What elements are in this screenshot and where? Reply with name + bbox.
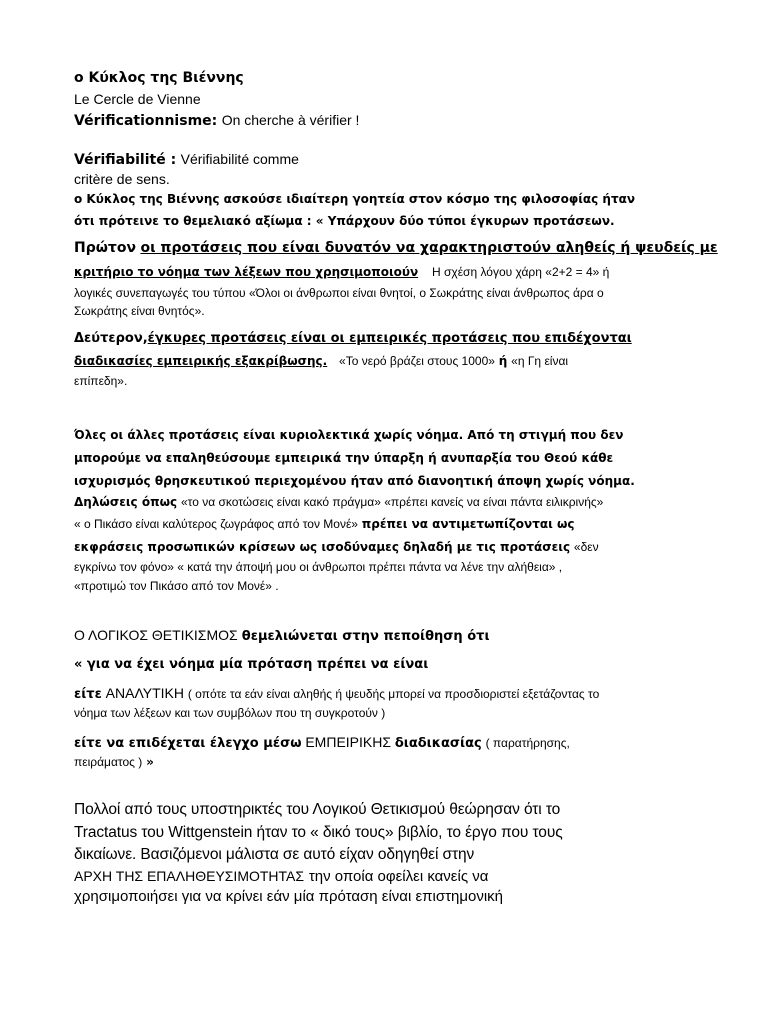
- declarations-example-4: εγκρίνω τον φόνο» « κατά την άποψή μου οι άνθρωποι πρέπει πάντα να λένε την αλήθεια» ,: [74, 560, 563, 574]
- either-empirical-close: »: [146, 755, 154, 769]
- either-analytic-text: ( οπότε τα εάν είναι αληθής ή ψευδής μπορεί να προσδιοριστεί εξετάζοντας το: [187, 687, 600, 701]
- positivism-quote: « για να έχει νόημα μία πρόταση πρέπει να είναι: [74, 657, 429, 672]
- second-underlined-1: έγκυρες προτάσεις είναι οι εμπειρικές προτάσεις που επιδέχονται: [147, 331, 632, 346]
- others-line-3: ισχυρισμός θρησκευτικού περιεχομένου ήταν από διανοητική άποψη χωρίς νόημα.: [74, 474, 635, 488]
- either-empirical-text: ( παρατήρησης,: [485, 736, 570, 750]
- positivism-heading: Ο ΛΟΓΙΚΟΣ ΘΕΤΙΚΙΣΜΟΣ: [74, 627, 238, 643]
- first-underlined-2: κριτήριο το νόημα των λέξεων που χρησιμοποιούν: [74, 265, 419, 279]
- either-empirical-line: [74, 734, 570, 751]
- declarations-example-5: «προτιμώ τον Πικάσο από τον Μονέ» .: [74, 579, 279, 593]
- others-line-1: Όλες οι άλλες προτάσεις είναι κυριολεκτικά χωρίς νόημα. Από τη στιγμή που δεν: [74, 428, 624, 442]
- second-line-2: [74, 354, 568, 368]
- second-or: ή: [498, 354, 508, 368]
- first-lead: Πρώτον: [74, 240, 136, 256]
- declarations-line-1: [74, 495, 603, 509]
- either-empirical-text-2: πειράματος ): [74, 755, 143, 769]
- first-example-3: Σωκράτης είναι θνητός».: [74, 304, 205, 318]
- intro-line-1: ο Κύκλος της Βιέννης ασκούσε ιδιαίτερη γοητεία στον κόσμο της φιλοσοφίας ήταν: [74, 192, 636, 206]
- first-line-1: [74, 240, 718, 256]
- either-empirical-key: ΕΜΠΕΙΡΙΚΗΣ: [305, 734, 391, 750]
- either-analytic-lead: είτε: [74, 687, 102, 702]
- second-lead: Δεύτερον,: [74, 331, 148, 346]
- first-line-2: [74, 265, 609, 279]
- tractatus-line-2: Tractatus του Wittgenstein ήταν το « δικό τους» βιβλίο, το έργο που τους: [74, 824, 563, 841]
- tractatus-line-1: Πολλοί από τους υποστηρικτές του Λογικού Θετικισμού θεώρησαν ότι το: [74, 801, 561, 818]
- second-underlined-2: διαδικασίες εμπειρικής εξακρίβωσης.: [74, 354, 328, 368]
- tractatus-line-4-rest: την οποία οφείλει κανείς να: [308, 868, 489, 885]
- declarations-line-3: [74, 540, 599, 554]
- declarations-bold-1: πρέπει να αντιμετωπίζονται ως: [361, 517, 575, 531]
- first-example-1: Η σχέση λόγου χάρη «2+2 = 4» ή: [431, 265, 610, 279]
- doc-subtitle: Le Cercle de Vienne: [74, 91, 201, 107]
- verifiability-label: Vérifiabilité :: [74, 152, 177, 168]
- verificationism-line: [74, 112, 359, 129]
- verifiability-line: [74, 151, 299, 168]
- either-analytic-line: [74, 685, 599, 702]
- verifiability-principle: ΑΡΧΗ ΤΗΣ ΕΠΑΛΗΘΕΥΣΙΜΟΤΗΤΑΣ: [74, 868, 305, 884]
- verificationism-label: Vérificationnisme:: [74, 113, 218, 129]
- verifiability-text-2: critère de sens.: [74, 171, 170, 187]
- others-line-2: μπορούμε να επαληθεύσουμε εμπειρικά την ύπαρξη ή ανυπαρξία του Θεού κάθε: [74, 451, 614, 465]
- declarations-example-1: «το να σκοτώσεις είναι κακό πράγμα» «πρέπει κανείς να είναι πάντα ειλικρινής»: [180, 495, 604, 509]
- declarations-bold-2: εκφράσεις προσωπικών κρίσεων ως ισοδύναμες δηλαδή με τις προτάσεις: [74, 540, 571, 554]
- declarations-example-3: «δεν: [573, 540, 599, 554]
- tractatus-line-4: [74, 867, 488, 885]
- first-example-2: λογικές συνεπαγωγές του τύπου «Όλοι οι άνθρωποι είναι θνητοί, ο Σωκράτης είναι άνθρωπος άρα ο: [74, 286, 604, 300]
- declarations-example-2: « ο Πικάσο είναι καλύτερος ζωγράφος από τον Μονέ»: [74, 517, 358, 531]
- intro-line-2: ότι πρότεινε το θεμελιακό αξίωμα : « Υπάρχουν δύο τύποι έγκυρων προτάσεων.: [74, 214, 615, 228]
- first-underlined-1: οι προτάσεις που είναι δυνατόν να χαρακτηριστούν αληθείς ή ψευδείς με: [140, 240, 718, 256]
- second-example-2: «η Γη είναι: [511, 354, 569, 368]
- tractatus-line-5: χρησιμοποιήσει για να κρίνει εάν μία πρόταση είναι επιστημονική: [74, 888, 504, 905]
- declarations-lead: Δηλώσεις όπως: [74, 495, 178, 509]
- either-analytic-key: ΑΝΑΛΥΤΙΚΗ: [105, 685, 184, 701]
- either-empirical-rest: διαδικασίας: [394, 736, 482, 751]
- doc-title: ο Κύκλος της Βιέννης: [74, 70, 244, 86]
- positivism-heading-line: [74, 627, 490, 644]
- second-example-3: επίπεδη».: [74, 374, 128, 388]
- verifiability-text: Vérifiabilité comme: [180, 151, 299, 167]
- either-empirical-lead: είτε να επιδέχεται έλεγχο μέσω: [74, 736, 302, 751]
- second-line-1: [74, 331, 632, 346]
- either-empirical-line-2: [74, 755, 154, 769]
- tractatus-line-3: δικαίωνε. Βασιζόμενοι μάλιστα σε αυτό είχαν οδηγηθεί στην: [74, 846, 475, 863]
- second-example-1: «Το νερό βράζει στους 1000»: [339, 354, 495, 368]
- either-analytic-text-2: νόημα των λέξεων και των συμβόλων που τη συγκροτούν ): [74, 706, 386, 720]
- verificationism-text: On cherche à vérifier !: [221, 112, 360, 128]
- positivism-heading-rest: θεμελιώνεται στην πεποίθηση ότι: [241, 629, 490, 644]
- declarations-line-2: [74, 517, 575, 531]
